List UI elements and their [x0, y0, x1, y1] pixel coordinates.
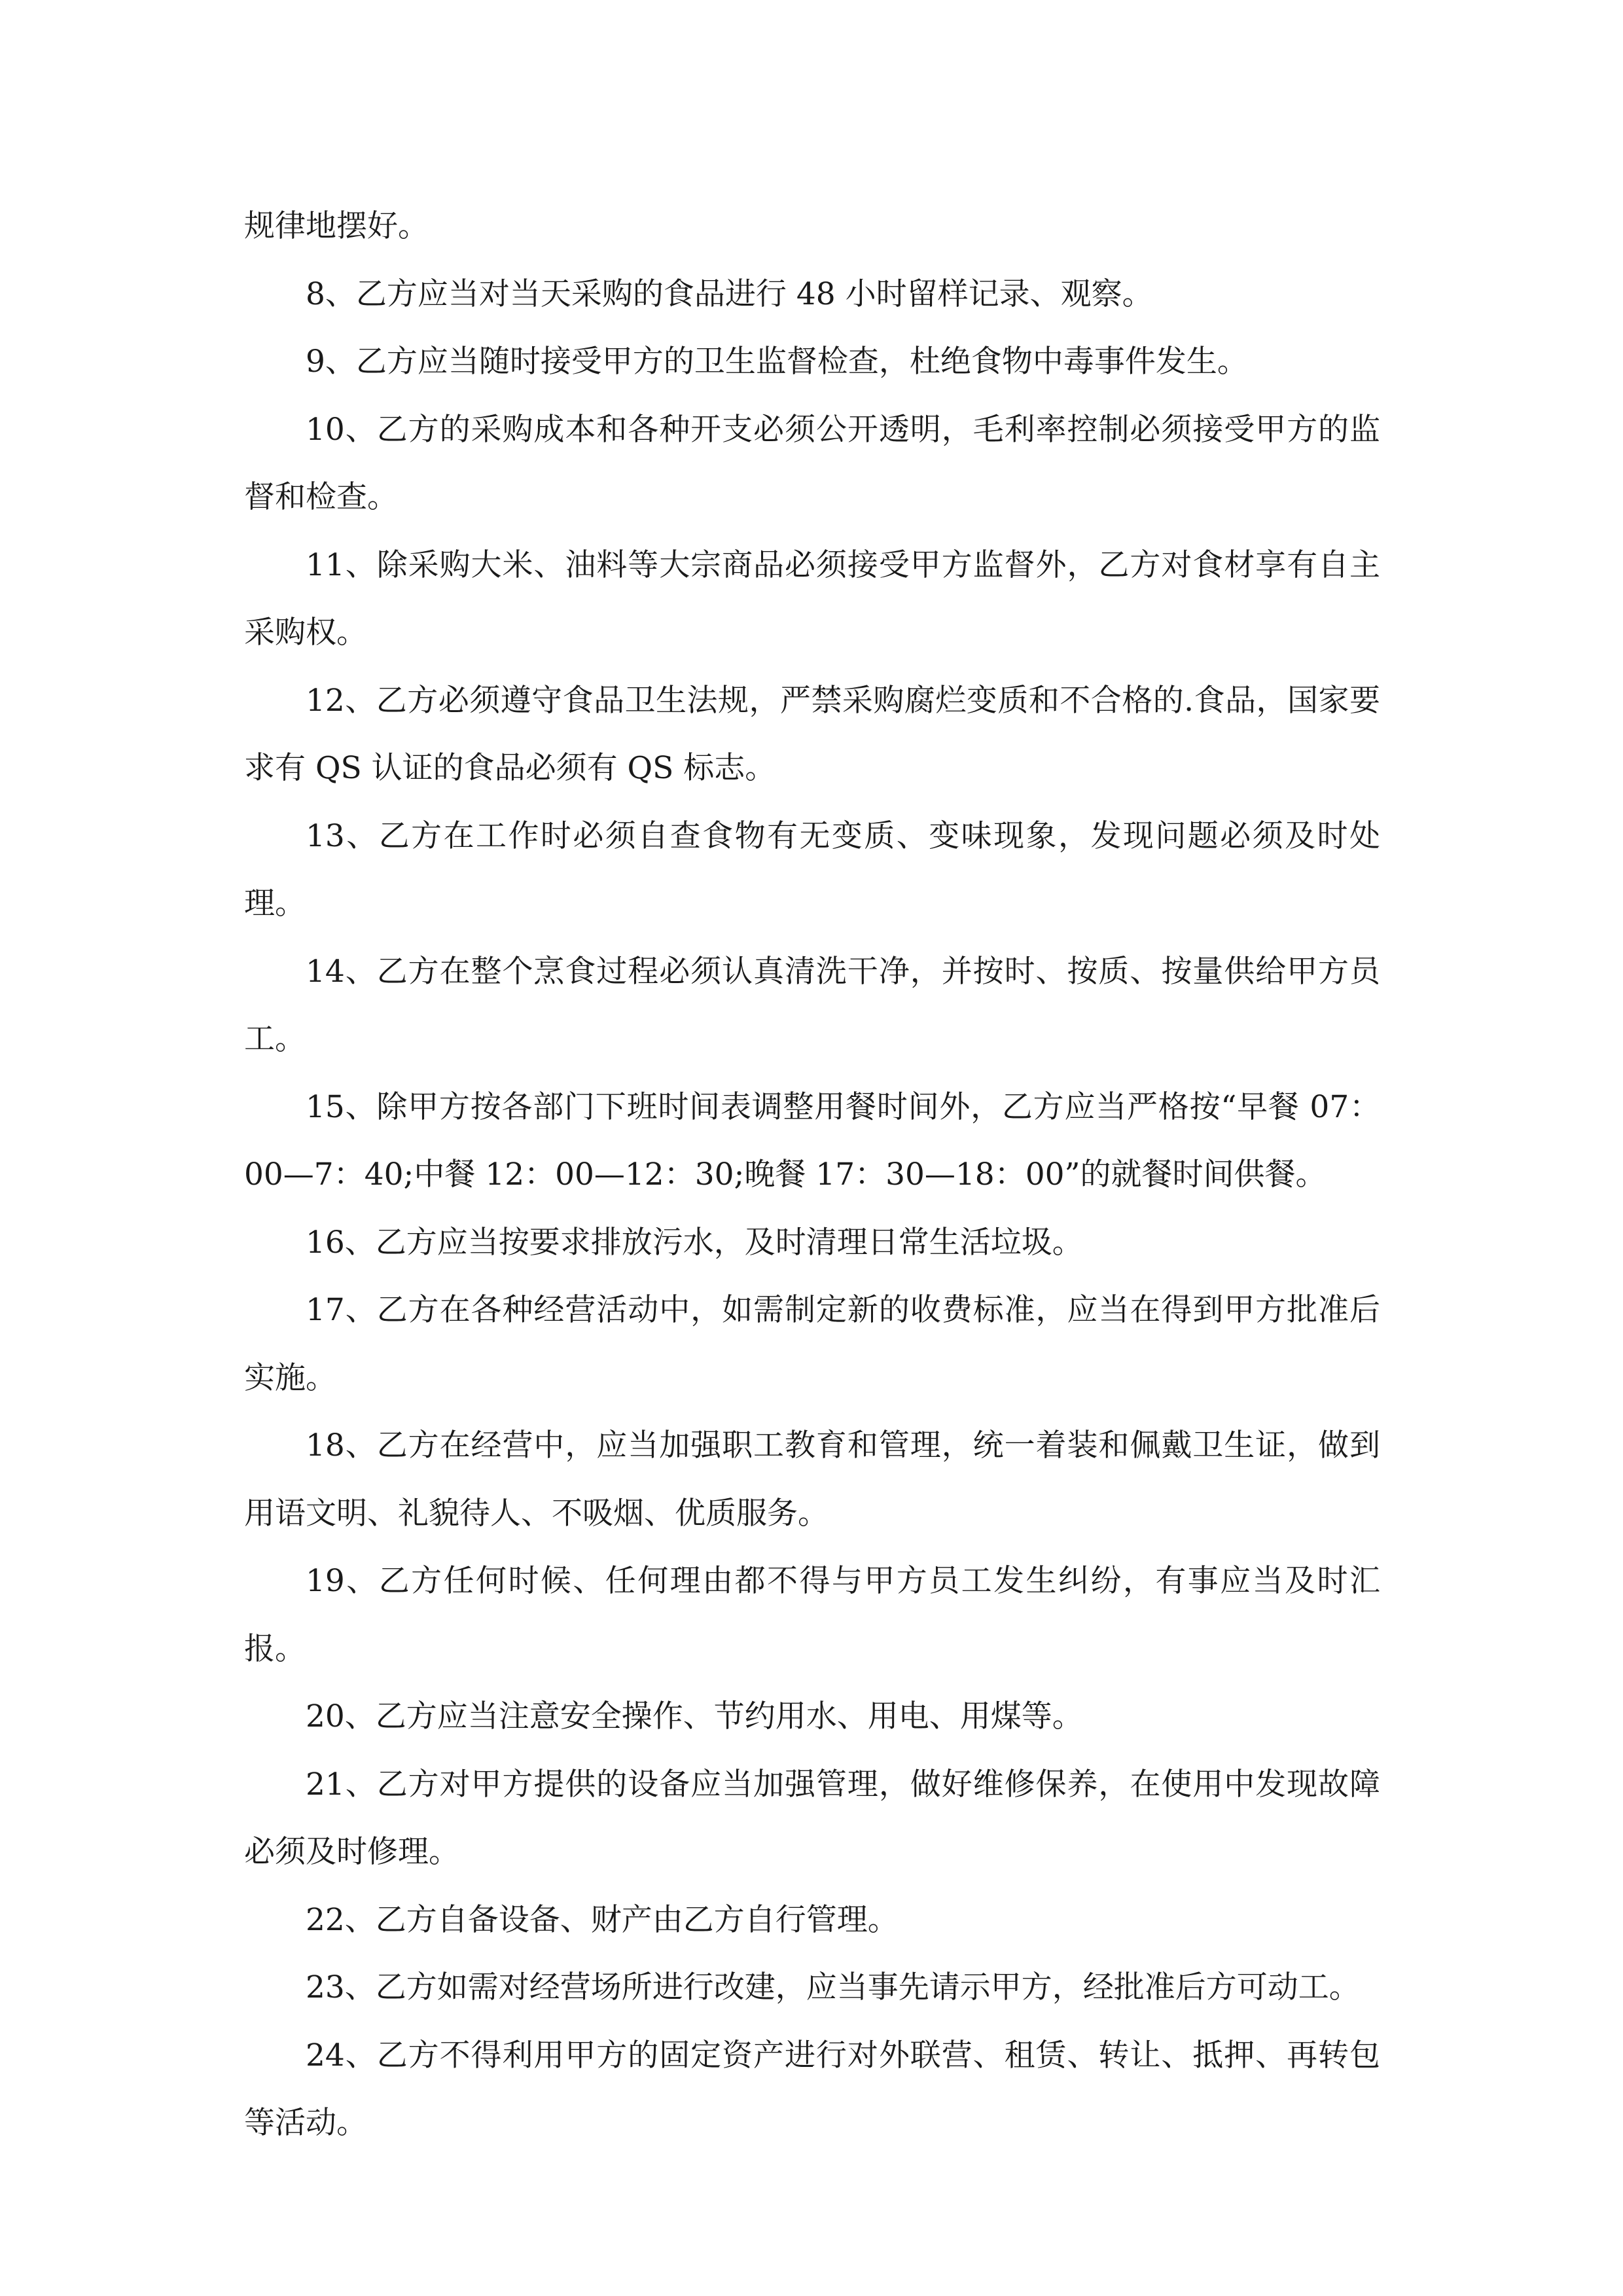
document-body	[244, 192, 1380, 2157]
clause-12: 12、乙方必须遵守食品卫生法规，严禁采购腐烂变质和不合格的.食品，国家要求有 QS 认证的食品必须有 QS 标志。	[244, 682, 1380, 786]
clause-20: 20、乙方应当注意安全操作、节约用水、用电、用煤等。	[306, 1698, 1083, 1734]
clause-14: 14、乙方在整个烹食过程必须认真清洗干净，并按时、按质、按量供给甲方员工。	[244, 953, 1380, 1057]
clause-22: 22、乙方自备设备、财产由乙方自行管理。	[306, 1901, 899, 1938]
clause-15: 15、除甲方按各部门下班时间表调整用餐时间外，乙方应当严格按“早餐 07：00—7：40;中餐 12：00—12：30;晚餐 17：30—18：00”的就餐时间供餐。	[244, 1088, 1380, 1193]
clause-23: 23、乙方如需对经营场所进行改建，应当事先请示甲方，经批准后方可动工。	[306, 1969, 1360, 2005]
clause-8: 8、乙方应当对当天采购的食品进行 48 小时留样记录、观察。	[306, 276, 1153, 312]
clause-13: 13、乙方在工作时必须自查食物有无变质、变味现象，发现问题必须及时处理。	[244, 817, 1380, 922]
clause-21: 21、乙方对甲方提供的设备应当加强管理，做好维修保养，在使用中发现故障必须及时修理。	[244, 1766, 1380, 1870]
clause-11: 11、除采购大米、油料等大宗商品必须接受甲方监督外，乙方对食材享有自主采购权。	[244, 547, 1380, 651]
clause-24: 24、乙方不得利用甲方的固定资产进行对外联营、租赁、转让、抵押、再转包等活动。	[244, 2037, 1380, 2141]
clause-16: 16、乙方应当按要求排放污水，及时清理日常生活垃圾。	[306, 1224, 1083, 1261]
clause-17: 17、乙方在各种经营活动中，如需制定新的收费标准，应当在得到甲方批准后实施。	[244, 1292, 1380, 1396]
clause-10: 10、乙方的采购成本和各种开支必须公开透明，毛利率控制必须接受甲方的监督和检查。	[244, 411, 1380, 515]
clause-9: 9、乙方应当随时接受甲方的卫生监督检查，杜绝食物中毒事件发生。	[306, 344, 1248, 380]
clause-18: 18、乙方在经营中，应当加强职工教育和管理，统一着装和佩戴卫生证，做到用语文明、礼貌待人、不吸烟、优质服务。	[244, 1427, 1380, 1532]
clause-19: 19、乙方任何时候、任何理由都不得与甲方员工发生纠纷，有事应当及时汇报。	[244, 1563, 1380, 1667]
paragraph-continuation: 规律地摆好。	[244, 208, 429, 244]
